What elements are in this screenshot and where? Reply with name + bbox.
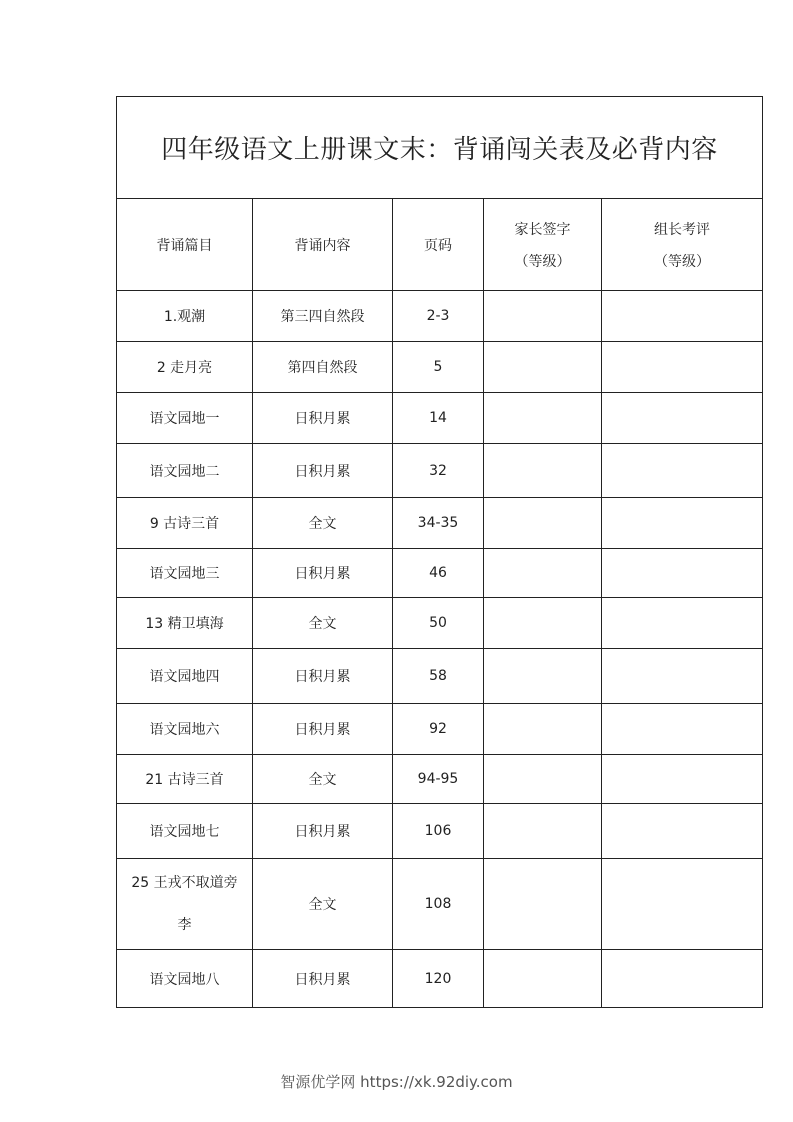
table-row — [117, 444, 763, 498]
recitation-table — [116, 96, 763, 1008]
table-row — [117, 498, 763, 549]
leader-evaluation-cell[interactable] — [602, 598, 763, 649]
row-page: 5 — [393, 342, 484, 393]
row-page: 2-3 — [393, 291, 484, 342]
row-page: 92 — [393, 704, 484, 755]
row-content: 日积月累 — [253, 804, 393, 859]
row-content: 第四自然段 — [253, 342, 393, 393]
row-title: 语文园地八 — [117, 950, 253, 1008]
leader-evaluation-cell[interactable] — [602, 342, 763, 393]
row-content: 日积月累 — [253, 549, 393, 598]
header-page: 页码 — [393, 199, 484, 291]
parent-signature-cell[interactable] — [484, 291, 602, 342]
table-row — [117, 755, 763, 804]
row-content: 日积月累 — [253, 393, 393, 444]
row-title-text: 25 王戎不取道旁李 — [131, 875, 238, 933]
leader-evaluation-cell[interactable] — [602, 291, 763, 342]
row-content: 全文 — [253, 598, 393, 649]
row-title: 2 走月亮 — [117, 342, 253, 393]
row-title: 语文园地六 — [117, 704, 253, 755]
leader-evaluation-cell[interactable] — [602, 393, 763, 444]
parent-signature-cell[interactable] — [484, 804, 602, 859]
parent-signature-cell[interactable] — [484, 342, 602, 393]
row-title — [117, 859, 253, 950]
row-title: 1.观潮 — [117, 291, 253, 342]
leader-evaluation-cell[interactable] — [602, 804, 763, 859]
parent-signature-cell[interactable] — [484, 498, 602, 549]
parent-signature-cell[interactable] — [484, 649, 602, 704]
header-leader-evaluation — [602, 199, 763, 291]
table-row — [117, 393, 763, 444]
row-content: 日积月累 — [253, 444, 393, 498]
parent-signature-cell[interactable] — [484, 444, 602, 498]
row-content: 日积月累 — [253, 704, 393, 755]
leader-evaluation-cell[interactable] — [602, 444, 763, 498]
row-content: 日积月累 — [253, 649, 393, 704]
table-row — [117, 704, 763, 755]
row-content: 日积月累 — [253, 950, 393, 1008]
parent-signature-cell[interactable] — [484, 755, 602, 804]
table-row — [117, 549, 763, 598]
header-leader-evaluation-label: 组长考评 — [654, 221, 710, 238]
row-content: 全文 — [253, 859, 393, 950]
row-page: 46 — [393, 549, 484, 598]
table-row — [117, 598, 763, 649]
row-page: 108 — [393, 859, 484, 950]
page-title: 四年级语文上册课文末：背诵闯关表及必背内容 — [117, 97, 763, 199]
header-leader-evaluation-grade: （等级） — [654, 253, 710, 270]
leader-evaluation-cell[interactable] — [602, 649, 763, 704]
parent-signature-cell[interactable] — [484, 859, 602, 950]
table-row — [117, 342, 763, 393]
parent-signature-cell[interactable] — [484, 393, 602, 444]
row-title: 语文园地一 — [117, 393, 253, 444]
row-title: 语文园地七 — [117, 804, 253, 859]
leader-evaluation-cell[interactable] — [602, 859, 763, 950]
row-page: 106 — [393, 804, 484, 859]
row-page: 94-95 — [393, 755, 484, 804]
table-header-row — [117, 199, 763, 291]
row-content: 第三四自然段 — [253, 291, 393, 342]
row-title: 语文园地三 — [117, 549, 253, 598]
parent-signature-cell[interactable] — [484, 704, 602, 755]
row-page: 32 — [393, 444, 484, 498]
leader-evaluation-cell[interactable] — [602, 498, 763, 549]
leader-evaluation-cell[interactable] — [602, 704, 763, 755]
footer-watermark: 智源优学网 https://xk.92diy.com — [280, 1073, 513, 1091]
header-parent-signature — [484, 199, 602, 291]
leader-evaluation-cell[interactable] — [602, 950, 763, 1008]
header-parent-signature-label: 家长签字 — [514, 221, 571, 238]
row-page: 120 — [393, 950, 484, 1008]
parent-signature-cell[interactable] — [484, 549, 602, 598]
row-title: 13 精卫填海 — [117, 598, 253, 649]
row-title: 语文园地四 — [117, 649, 253, 704]
row-page: 58 — [393, 649, 484, 704]
parent-signature-cell[interactable] — [484, 950, 602, 1008]
row-title: 9 古诗三首 — [117, 498, 253, 549]
table-row — [117, 859, 763, 950]
row-content: 全文 — [253, 755, 393, 804]
header-content: 背诵内容 — [253, 199, 393, 291]
table-row — [117, 950, 763, 1008]
row-page: 14 — [393, 393, 484, 444]
row-page: 50 — [393, 598, 484, 649]
leader-evaluation-cell[interactable] — [602, 549, 763, 598]
row-content: 全文 — [253, 498, 393, 549]
row-title: 语文园地二 — [117, 444, 253, 498]
table-row — [117, 649, 763, 704]
row-page: 34-35 — [393, 498, 484, 549]
header-title: 背诵篇目 — [117, 199, 253, 291]
header-parent-signature-grade: （等级） — [514, 253, 571, 270]
parent-signature-cell[interactable] — [484, 598, 602, 649]
row-title: 21 古诗三首 — [117, 755, 253, 804]
table-row — [117, 291, 763, 342]
leader-evaluation-cell[interactable] — [602, 755, 763, 804]
table-row — [117, 804, 763, 859]
